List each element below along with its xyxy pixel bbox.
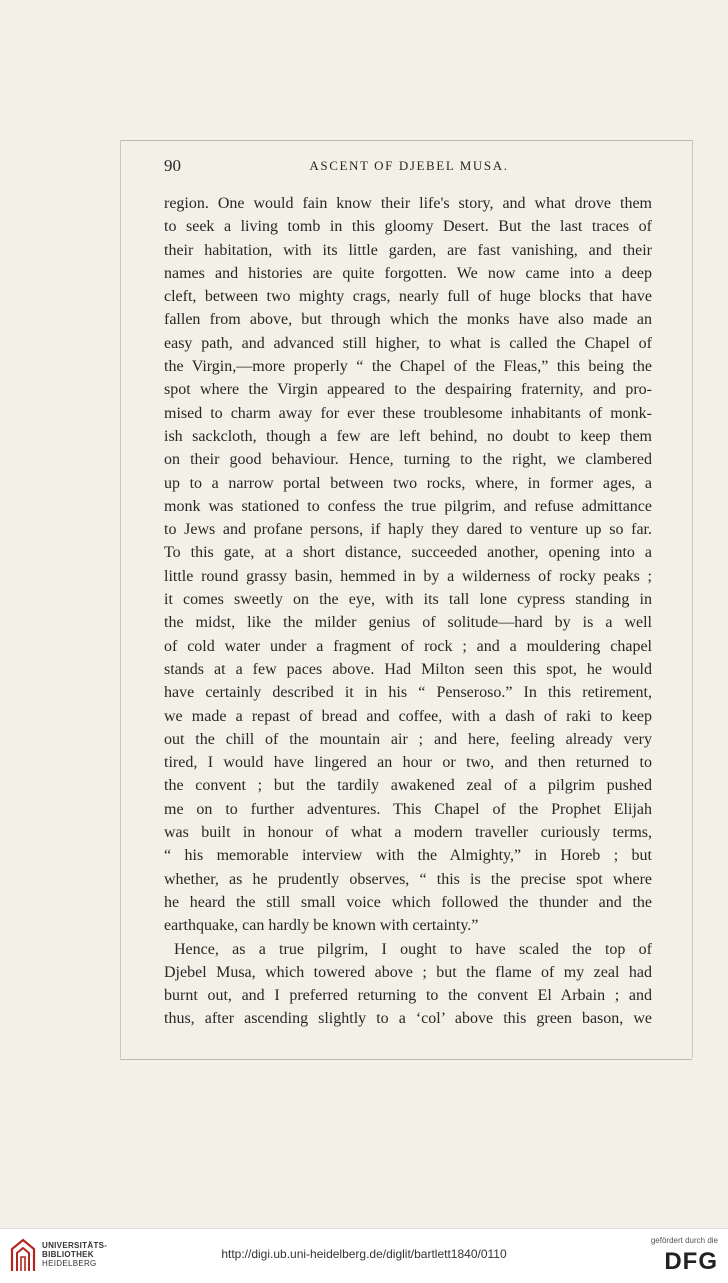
text-line: region. One would fain know their life's story, and what drove them xyxy=(164,195,652,212)
running-head xyxy=(164,156,654,180)
text-line: easy path, and advanced still higher, to what is called the Chapel of xyxy=(164,334,652,352)
body-text xyxy=(164,192,652,1031)
viewer-footer xyxy=(0,1228,728,1283)
text-line: of cold water under a fragment of rock ; and a mouldering chapel xyxy=(164,637,652,655)
text-line: have certainly described it in his “ Penseroso.” In this retirement, xyxy=(164,684,652,702)
text-line: Hence, as a true pilgrim, I ought to have scaled the top of xyxy=(174,940,652,958)
text-line: burnt out, and I preferred returning to the convent El Arbain ; and xyxy=(164,987,652,1005)
text-line: to seek a living tomb in this gloomy Desert. But the last traces of xyxy=(164,218,652,236)
text-line: To this gate, at a short distance, succeeded another, opening into a xyxy=(164,544,652,562)
text-line: we made a repast of bread and coffee, with a dash of raki to keep xyxy=(164,707,652,725)
text-line: me on to further adventures. This Chapel of the Prophet Elijah xyxy=(164,800,652,818)
running-head-title: ASCENT OF DJEBEL MUSA. xyxy=(309,158,509,173)
institution-line-1: UNIVERSITÄTS- xyxy=(42,1241,108,1250)
text-line: earthquake, can hardly be known with certainty.” xyxy=(164,917,479,935)
text-line: spot where the Virgin appeared to the despairing fraternity, and pro- xyxy=(164,381,652,399)
permalink-url[interactable]: http://digi.ub.uni-heidelberg.de/diglit/bartlett1840/0110 xyxy=(221,1247,507,1261)
text-line: tired, I would have lingered an hour or two, and then returned to xyxy=(164,754,652,772)
text-line: “ his memorable interview with the Almighty,” in Horeb ; but xyxy=(164,847,652,865)
text-line: on their good behaviour. Hence, turning to the right, we clambered xyxy=(164,451,652,469)
text-line: their habitation, with its little garden, are fast vanishing, and their xyxy=(164,241,652,259)
funded-by-label: gefördert durch die xyxy=(650,1236,718,1245)
text-line: up to a narrow portal between two rocks, where, in former ages, a xyxy=(164,474,652,492)
text-line: stands at a few paces above. Had Milton seen this spot, he would xyxy=(164,660,652,678)
text-line: ish sackcloth, though a few are left behind, no doubt to keep them xyxy=(164,427,652,445)
text-line: mised to charm away for ever these troublesome inhabitants of monk- xyxy=(164,404,652,422)
text-line: cleft, between two mighty crags, nearly full of huge blocks that have xyxy=(164,288,652,306)
text-line: Djebel Musa, which towered above ; but the flame of my zeal had xyxy=(164,963,652,981)
institution-line-2: BIBLIOTHEK xyxy=(42,1250,94,1259)
text-line: thus, after ascending slightly to a ‘col’ above this green bason, we xyxy=(164,1010,652,1028)
page-number: 90 xyxy=(164,156,181,175)
text-line: he heard the still small voice which followed the thunder and the xyxy=(164,893,652,911)
text-line: the midst, like the milder genius of solitude—hard by is a well xyxy=(164,614,652,632)
frame-right-rule xyxy=(692,140,693,1058)
text-line: to Jews and profane persons, if haply they dared to venture up so far. xyxy=(164,521,652,539)
text-line: was built in honour of what a modern traveller curiously terms, xyxy=(164,824,652,842)
text-line: monk was stationed to confess the true pilgrim, and refuse admittance xyxy=(164,497,652,515)
text-line: little round grassy basin, hemmed in by a wilderness of rocky peaks ; xyxy=(164,567,652,585)
text-line: the convent ; but the tardily awakened zeal of a pilgrim pushed xyxy=(164,777,652,795)
frame-left-rule xyxy=(120,140,121,1058)
text-line: it comes sweetly on the eye, with its tall lone cypress standing in xyxy=(164,591,652,609)
text-line: names and histories are quite forgotten. We now came into a deep xyxy=(164,264,652,282)
text-line: whether, as he prudently observes, “ this is the precise spot where xyxy=(164,870,652,888)
text-line: fallen from above, but through which the monks have also made an xyxy=(164,311,652,329)
dfg-logo: DFG xyxy=(664,1248,718,1275)
text-line: out the chill of the mountain air ; and here, feeling already very xyxy=(164,730,652,748)
institution-line-3: HEIDELBERG xyxy=(42,1259,97,1268)
text-line: the Virgin,—more properly “ the Chapel of the Fleas,” this being the xyxy=(164,358,652,376)
